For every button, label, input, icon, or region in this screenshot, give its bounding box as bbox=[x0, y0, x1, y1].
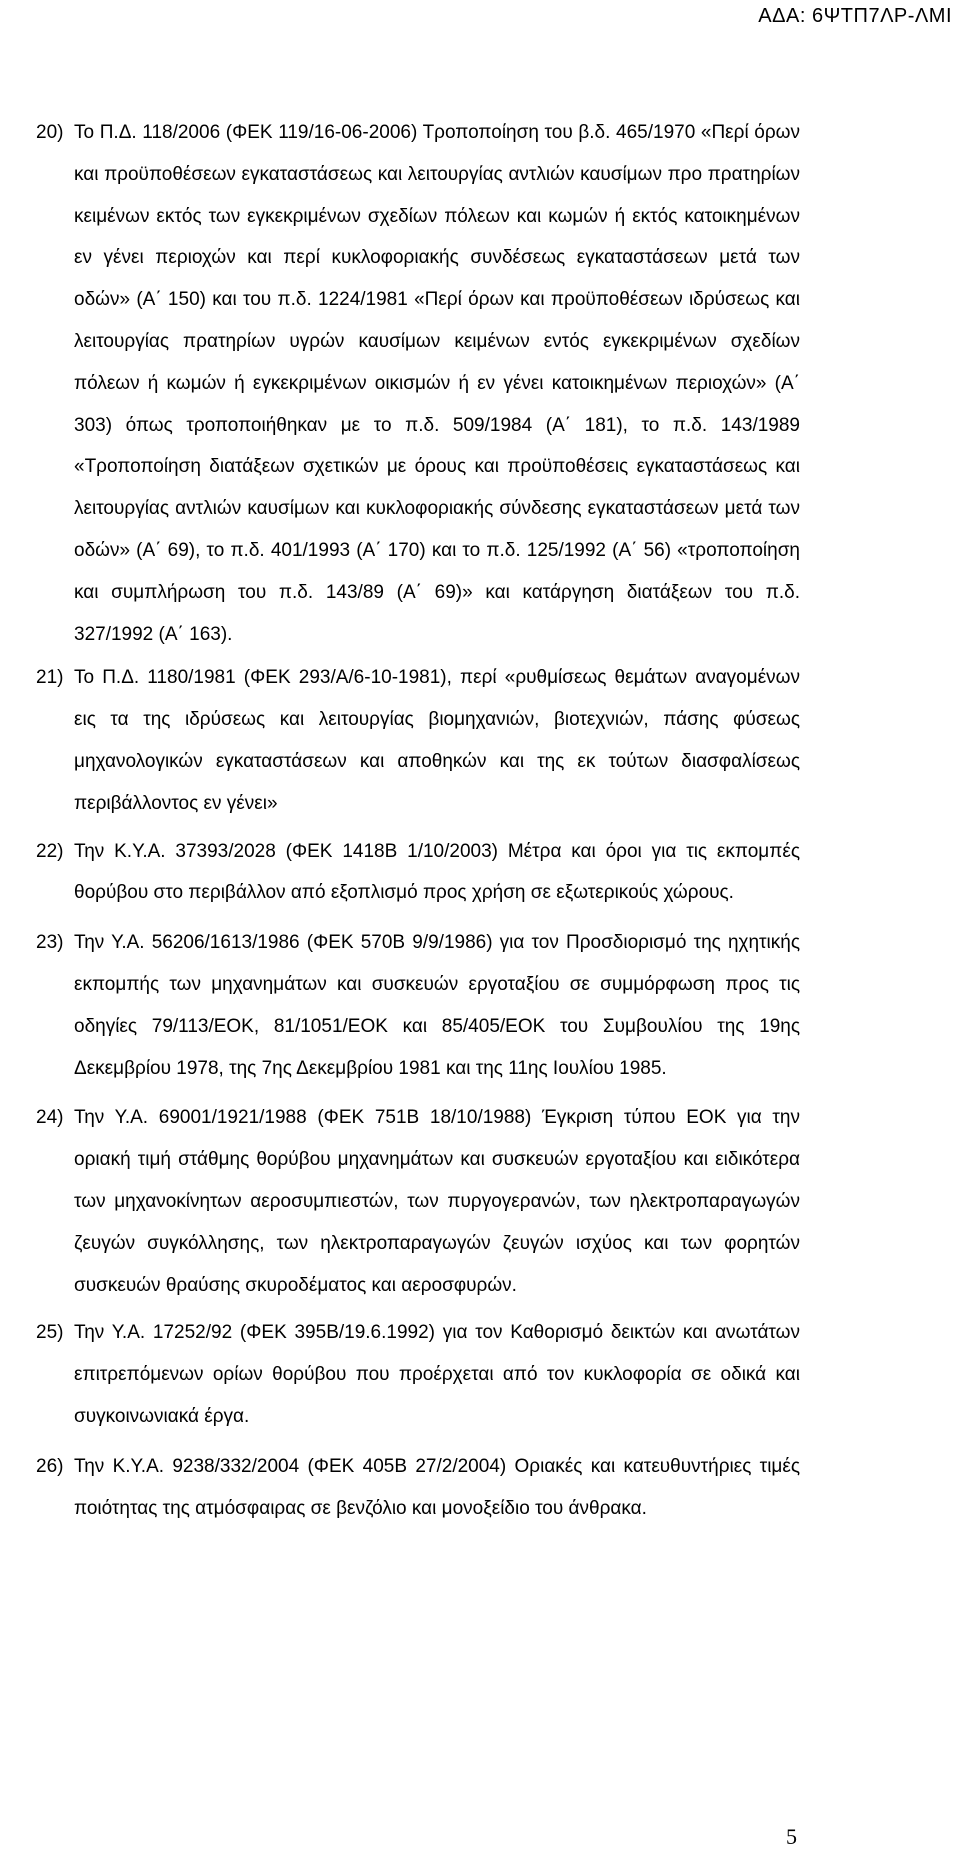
list-item bbox=[36, 112, 800, 655]
item-text: Το Π.Δ. 118/2006 (ΦΕΚ 119/16-06-2006) Τροποποίηση του β.δ. 465/1970 «Περί όρων και προϋποθέσεων εγκαταστάσεως και λειτουργίας αντλιών καυσίμων προ πρατηρίων κειμένων εκτός των εγκεκριμένων σχεδίων πόλεων και κωμών ή εκτός κατοικημένων εν γένει περιοχών και περί κυκλοφοριακής συνδέσεως εγκαταστάσεων μετά των οδών» (Α΄ 150) και του π.δ. 1224/1981 «Περί όρων και προϋποθέσεων ιδρύσεως και λειτουργίας πρατηρίων υγρών καυσίμων κειμένων εντός εγκεκριμένων σχεδίων πόλεων ή κωμών ή εγκεκριμένων οικισμών ή εν γένει κατοικημένων περιοχών» (Α΄ 303) όπως τροποποιήθηκαν με το π.δ. 509/1984 (Α΄ 181), το π.δ. 143/1989 «Τροποποίηση διατάξεων σχετικών με όρους και προϋποθέσεις εγκαταστάσεως και λειτουργίας αντλιών καυσίμων και κυκλοφοριακής σύνδεσης εγκαταστάσεων μετά των οδών» (Α΄ 69), το π.δ. 401/1993 (Α΄ 170) και το π.δ. 125/1992 (Α΄ 56) «τροποποίηση και συμπλήρωση του π.δ. 143/89 (Α΄ 69)» και κατάργηση διατάξεων του π.δ. 327/1992 (Α΄ 163). bbox=[74, 122, 800, 645]
document-body bbox=[36, 112, 800, 1529]
item-text: Το Π.Δ. 1180/1981 (ΦΕΚ 293/Α/6-10-1981), περί «ρυθμίσεως θεμάτων αναγομένων εις τα της ιδρύσεως και λειτουργίας βιομηχανιών, βιοτεχνιών, πάσης φύσεως μηχανολογικών εγκαταστάσεων και αποθηκών και της εκ τούτων διασφαλίσεως περιβάλλοντος εν γένει» bbox=[74, 667, 800, 814]
list-item bbox=[36, 657, 800, 824]
item-number: 20) bbox=[36, 122, 64, 143]
item-number: 21) bbox=[36, 667, 64, 689]
list-item bbox=[36, 1312, 800, 1437]
list-item bbox=[36, 922, 800, 1089]
list-item bbox=[36, 1097, 800, 1306]
page-number: 5 bbox=[786, 1824, 797, 1849]
item-number: 24) bbox=[36, 1107, 64, 1129]
item-text: Την Υ.Α. 56206/1613/1986 (ΦΕΚ 570Β 9/9/1986) για τον Προσδιορισμό της ηχητικής εκπομπής των μηχανημάτων και συσκευών εργοταξίου σε συμμόρφωση προς τις οδηγίες 79/113/ΕΟΚ, 81/1051/ΕΟΚ και 85/405/ΕΟΚ του Συμβουλίου της 19ης Δεκεμβρίου 1978, της 7ης Δεκεμβρίου 1981 και της 11ης Ιουλίου 1985. bbox=[74, 932, 800, 1079]
list-item bbox=[36, 831, 800, 915]
item-number: 26) bbox=[36, 1455, 64, 1477]
item-text: Την Υ.Α. 17252/92 (ΦΕΚ 395Β/19.6.1992) για τον Καθορισμό δεικτών και ανωτάτων επιτρεπόμενων ορίων θορύβου που προέρχεται από τον κυκλοφορία σε οδικά και συγκοινωνιακά έργα. bbox=[74, 1322, 800, 1427]
item-number: 25) bbox=[36, 1322, 64, 1344]
item-number: 22) bbox=[36, 840, 64, 862]
item-text: Την Κ.Υ.Α. 9238/332/2004 (ΦΕΚ 405Β 27/2/2004) Οριακές και κατευθυντήριες τιμές ποιότητας της ατμόσφαιρας σε βενζόλιο και μονοξείδιο του άνθρακα. bbox=[74, 1455, 800, 1519]
item-text: Την Κ.Υ.Α. 37393/2028 (ΦΕΚ 1418Β 1/10/2003) Μέτρα και όροι για τις εκπομπές θορύβου στο περιβάλλον από εξοπλισμό προς χρήση σε εξωτερικούς χώρους. bbox=[74, 840, 800, 904]
list-item bbox=[36, 1446, 800, 1530]
ada-code: ΑΔΑ: 6ΨΤΠ7ΛΡ-ΛΜΙ bbox=[758, 5, 952, 27]
item-text: Την Υ.Α. 69001/1921/1988 (ΦΕΚ 751Β 18/10/1988) Έγκριση τύπου ΕΟΚ για την οριακή τιμή στάθμης θορύβου μηχανημάτων και συσκευών εργοταξίου και ειδικότερα των μηχανοκίνητων αεροσυμπιεστών, των πυργογερανών, των ηλεκτροπαραγωγών ζευγών συγκόλλησης, των ηλεκτροπαραγωγών ζευγών ισχύος και των φορητών συσκευών θραύσης σκυροδέματος και αεροσφυρών. bbox=[74, 1107, 800, 1296]
item-number: 23) bbox=[36, 932, 64, 954]
